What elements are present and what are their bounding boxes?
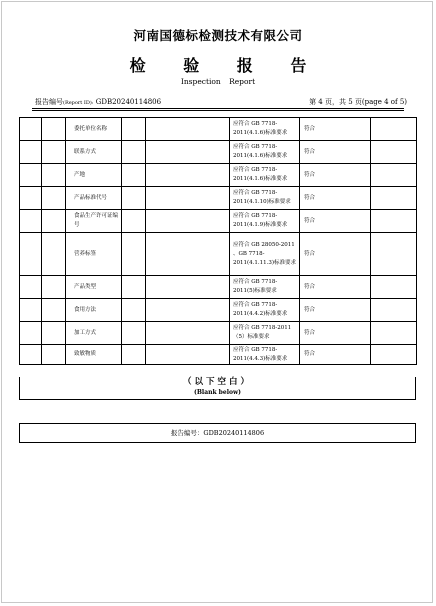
table-row xyxy=(20,322,417,345)
blank-below-box xyxy=(19,377,416,400)
page-info: 第 4 页，共 5 页(page 4 of 5) xyxy=(309,98,407,106)
blank-cell xyxy=(146,345,230,365)
table-row xyxy=(20,164,417,187)
item-cell: 食品生产许可证编号 xyxy=(66,210,122,233)
item-cell: 营养标签 xyxy=(66,233,122,276)
blank-cell xyxy=(122,345,146,365)
item-cell: 加工方式 xyxy=(66,322,122,345)
blank-cell xyxy=(146,210,230,233)
blank-cell xyxy=(42,276,66,299)
blank-below-en: (Blank below) xyxy=(194,389,241,396)
item-cell: 联系方式 xyxy=(66,141,122,164)
blank-cell xyxy=(42,164,66,187)
blank-cell xyxy=(20,276,42,299)
requirement-cell: 应符合 GB 7718-2011(5)标准要求 xyxy=(230,276,300,299)
blank-cell xyxy=(146,233,230,276)
blank-cell xyxy=(122,210,146,233)
report-number-label-en: (Report ID): xyxy=(63,100,94,106)
result-cell: 符合 xyxy=(300,345,371,365)
footer-report-number: 报告编号：GDB20240114806 xyxy=(19,423,416,443)
blank-cell xyxy=(371,187,417,210)
requirement-cell: 应符合 GB 7718-2011(4.4.3)标准要求 xyxy=(230,345,300,365)
item-cell: 产品类型 xyxy=(66,276,122,299)
blank-cell xyxy=(146,141,230,164)
blank-cell xyxy=(20,118,42,141)
result-cell: 符合 xyxy=(300,118,371,141)
blank-cell xyxy=(371,141,417,164)
blank-cell xyxy=(20,299,42,322)
result-cell: 符合 xyxy=(300,276,371,299)
header-rule-bottom xyxy=(32,110,404,111)
blank-cell xyxy=(371,322,417,345)
report-title: 检 验 报 告 xyxy=(129,56,323,75)
blank-cell xyxy=(146,187,230,210)
table-row xyxy=(20,187,417,210)
blank-cell xyxy=(20,345,42,365)
report-number-value: GDB20240114806 xyxy=(95,98,162,106)
requirement-cell: 应符合 GB 7718-2011(4.1.6)标准要求 xyxy=(230,164,300,187)
blank-cell xyxy=(122,276,146,299)
blank-cell xyxy=(42,322,66,345)
blank-cell xyxy=(371,299,417,322)
result-cell: 符合 xyxy=(300,210,371,233)
result-cell: 符合 xyxy=(300,233,371,276)
requirement-cell: 应符合 GB 7718-2011(4.4.2)标准要求 xyxy=(230,299,300,322)
blank-cell xyxy=(20,322,42,345)
report-subtitle: Inspection Report xyxy=(180,77,256,86)
blank-cell xyxy=(371,233,417,276)
blank-cell xyxy=(371,345,417,365)
blank-cell xyxy=(42,233,66,276)
requirement-cell: 应符合 GB 7718-2011（5）标准要求 xyxy=(230,322,300,345)
blank-cell xyxy=(42,210,66,233)
table-row xyxy=(20,210,417,233)
blank-cell xyxy=(146,164,230,187)
blank-cell xyxy=(20,187,42,210)
result-cell: 符合 xyxy=(300,187,371,210)
blank-cell xyxy=(146,276,230,299)
blank-cell xyxy=(20,141,42,164)
blank-cell xyxy=(146,299,230,322)
requirement-cell: 应符合 GB 7718-2011(4.1.6)标准要求 xyxy=(230,118,300,141)
item-cell: 致敏物质 xyxy=(66,345,122,365)
blank-cell xyxy=(122,164,146,187)
blank-cell xyxy=(42,187,66,210)
company-name: 河南国德标检测技术有限公司 xyxy=(133,28,303,43)
requirement-cell: 应符合 GB 7718-2011(4.1.9)标准要求 xyxy=(230,210,300,233)
blank-cell xyxy=(122,187,146,210)
result-cell: 符合 xyxy=(300,164,371,187)
result-cell: 符合 xyxy=(300,322,371,345)
blank-cell xyxy=(20,210,42,233)
blank-cell xyxy=(42,299,66,322)
result-cell: 符合 xyxy=(300,141,371,164)
blank-cell xyxy=(122,299,146,322)
table-row xyxy=(20,118,417,141)
blank-cell xyxy=(20,233,42,276)
requirement-cell: 应符合 GB 28050-2011 、GB 7718-2011(4.1.11.3)标准要求 xyxy=(230,233,300,276)
item-cell: 产地 xyxy=(66,164,122,187)
requirement-cell: 应符合 GB 7718-2011(4.1.6)标准要求 xyxy=(230,141,300,164)
blank-below-cn: （以下空白） xyxy=(182,377,252,387)
report-number-label: 报告编号 xyxy=(35,98,63,106)
blank-cell xyxy=(371,164,417,187)
inspection-table-body xyxy=(20,118,417,365)
table-row xyxy=(20,345,417,365)
blank-cell xyxy=(20,164,42,187)
blank-cell xyxy=(122,322,146,345)
blank-cell xyxy=(122,141,146,164)
report-number xyxy=(35,97,161,107)
requirement-cell: 应符合 GB 7718-2011(4.1.10)标准要求 xyxy=(230,187,300,210)
blank-cell xyxy=(146,118,230,141)
inspection-table xyxy=(19,117,417,365)
item-cell: 委托单位名称 xyxy=(66,118,122,141)
table-row xyxy=(20,276,417,299)
table-row xyxy=(20,141,417,164)
blank-cell xyxy=(42,141,66,164)
table-row xyxy=(20,299,417,322)
result-cell: 符合 xyxy=(300,299,371,322)
item-cell: 食用方法 xyxy=(66,299,122,322)
blank-cell xyxy=(42,118,66,141)
blank-cell xyxy=(122,118,146,141)
blank-cell xyxy=(146,322,230,345)
item-cell: 产品标准代号 xyxy=(66,187,122,210)
header-rule-top xyxy=(32,108,404,109)
blank-cell xyxy=(371,118,417,141)
blank-cell xyxy=(371,276,417,299)
table-row xyxy=(20,233,417,276)
blank-cell xyxy=(371,210,417,233)
blank-cell xyxy=(122,233,146,276)
blank-cell xyxy=(42,345,66,365)
